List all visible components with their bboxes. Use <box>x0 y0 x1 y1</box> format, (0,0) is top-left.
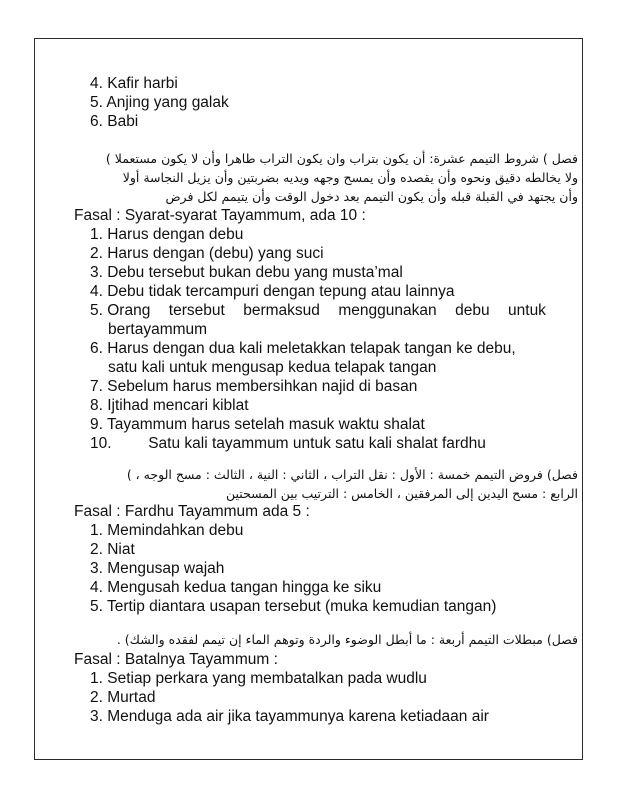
list-item-continuation: satu kali untuk mengusap kedua telapak tangan <box>108 359 437 376</box>
arabic-text: الرابع : مسح اليدين إلى المرفقين ، الخامس : الترتيب بين المسحتين <box>226 486 578 501</box>
list-item: 3. Mengusap wajah <box>90 560 225 577</box>
arabic-text: فصل ) شروط التيمم عشرة: أن يكون بتراب وان يكون التراب طاهرا وأن لا يكون مستعملا ) <box>105 151 578 166</box>
list-item: 9. Tayammum harus setelah masuk waktu shalat <box>90 416 425 433</box>
list-text: Satu kali tayammum untuk satu kali shalat fardhu <box>148 435 486 452</box>
arabic-text: وأن يجتهد في القبلة قبله وأن يكون التيمم بعد دخول الوقت وأن يتيمم لكل فرض <box>165 189 578 204</box>
list-item: 2. Murtad <box>90 689 156 706</box>
list-item: 2. Harus dengan (debu) yang suci <box>90 245 324 262</box>
word: menggunakan <box>338 302 437 319</box>
list-item: 5. Anjing yang galak <box>90 94 229 111</box>
list-item <box>90 434 486 453</box>
list-item: 1. Memindahkan debu <box>90 522 244 539</box>
arabic-text: ولا يخالطه دقيق ونحوه وأن يقصده وأن يمسح وجهه ويديه بضربتين وأن يزيل النجاسة أولا <box>122 170 578 185</box>
list-item: 6. Harus dengan dua kali meletakkan telapak tangan ke debu, <box>90 340 516 357</box>
section-title: Fasal : Syarat-syarat Tayammum, ada 10 : <box>74 207 366 224</box>
list-item: 1. Harus dengan debu <box>90 226 244 243</box>
list-item: 7. Sebelum harus membersihkan najid di basan <box>90 378 418 395</box>
section-title: Fasal : Fardhu Tayammum ada 5 : <box>74 503 310 520</box>
list-item: 3. Debu tersebut bukan debu yang musta’mal <box>90 264 403 281</box>
word: tersebut <box>168 302 225 319</box>
arabic-text: فصل) مبطلات التيمم أربعة : ما أبطل الوضوء والردة وتوهم الماء إن تيمم لفقده والشك) . <box>116 632 578 647</box>
word: 5. Orang <box>90 302 151 319</box>
list-item: 5. Tertip diantara usapan tersebut (muka kemudian tangan) <box>90 598 497 615</box>
word: debu <box>455 302 490 319</box>
list-item: 6. Babi <box>90 113 139 130</box>
list-item: 2. Niat <box>90 541 135 558</box>
list-item: 1. Setiap perkara yang membatalkan pada wudlu <box>90 670 427 687</box>
arabic-text: فصل) فروض التيمم خمسة : الأول : نقل التراب ، الثاني : النية ، الثالث : مسح الوجه ، ) <box>126 467 578 482</box>
list-item-justified <box>90 301 546 320</box>
section-title: Fasal : Batalnya Tayammum : <box>74 651 278 668</box>
list-item: 4. Debu tidak tercampuri dengan tepung atau lainnya <box>90 283 455 300</box>
list-item: 4. Kafir harbi <box>90 75 178 92</box>
word: bermaksud <box>243 302 320 319</box>
word: untuk <box>508 302 546 319</box>
list-item: 4. Mengusah kedua tangan hingga ke siku <box>90 579 382 596</box>
list-item: 8. Ijtihad mencari kiblat <box>90 397 249 414</box>
list-number: 10. <box>90 435 112 452</box>
list-item-continuation: bertayammum <box>108 321 208 338</box>
list-item: 3. Menduga ada air jika tayammunya karena ketiadaan air <box>90 708 489 725</box>
